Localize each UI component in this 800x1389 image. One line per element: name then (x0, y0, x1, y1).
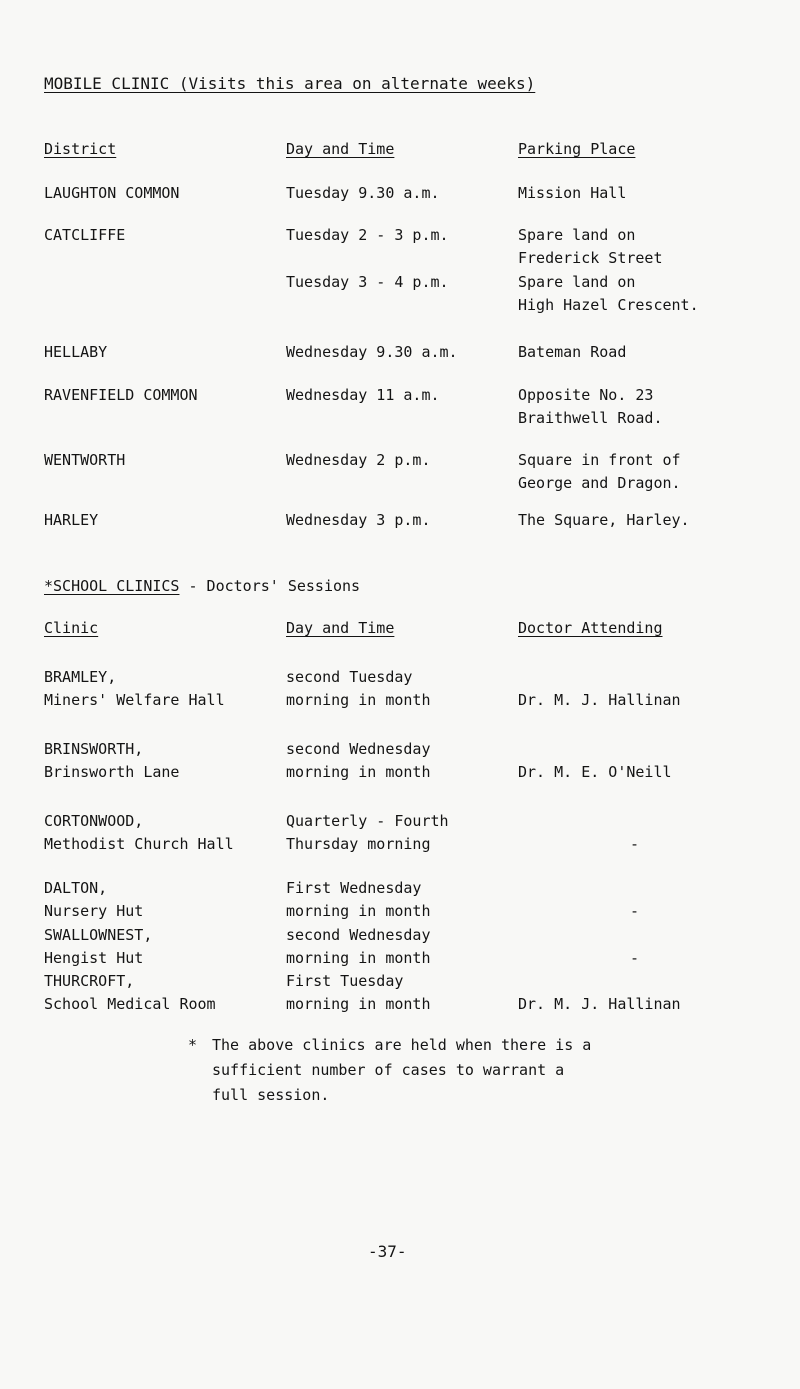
clinic-name: SWALLOWNEST, Hengist Hut (44, 926, 153, 967)
doctor-attending: - (630, 902, 640, 920)
parking-place: Spare land on Frederick Street (518, 226, 663, 267)
district-name: CATCLIFFE (44, 226, 126, 244)
doctor-attending: - (630, 835, 640, 853)
session-time: Quarterly - Fourth Thursday morning (286, 812, 449, 853)
column-header-parking-place: Parking Place (518, 140, 636, 158)
school-clinics-heading: *SCHOOL CLINICS - Doctors' Sessions (44, 577, 361, 595)
footnote-asterisk: * (188, 1036, 198, 1054)
clinic-name: DALTON, Nursery Hut (44, 879, 144, 920)
parking-place: Spare land on High Hazel Crescent. (518, 273, 699, 314)
clinic-name: BRINSWORTH, Brinsworth Lane (44, 740, 180, 781)
district-name: LAUGHTON COMMON (44, 184, 180, 202)
district-name: RAVENFIELD COMMON (44, 386, 198, 404)
doctor-attending: Dr. M. J. Hallinan (518, 691, 681, 709)
visit-time: Wednesday 9.30 a.m. (286, 343, 458, 361)
visit-time: Tuesday 3 - 4 p.m. (286, 273, 449, 291)
visit-time: Wednesday 11 a.m. (286, 386, 440, 404)
visit-time: Wednesday 2 p.m. (286, 451, 431, 469)
clinic-name: CORTONWOOD, Methodist Church Hall (44, 812, 234, 853)
doctor-attending: Dr. M. E. O'Neill (518, 763, 672, 781)
session-time: First Wednesday morning in month (286, 879, 431, 920)
session-time: second Wednesday morning in month (286, 740, 431, 781)
parking-place: Square in front of George and Dragon. (518, 451, 681, 492)
column-header-district: District (44, 140, 117, 158)
parking-place: The Square, Harley. (518, 511, 690, 529)
column-header-clinic: Clinic (44, 619, 99, 637)
doctor-attending: Dr. M. J. Hallinan (518, 995, 681, 1013)
district-name: HARLEY (44, 511, 99, 529)
parking-place: Mission Hall (518, 184, 627, 202)
clinic-name: BRAMLEY, Miners' Welfare Hall (44, 668, 225, 709)
session-time: second Tuesday morning in month (286, 668, 431, 709)
parking-place: Bateman Road (518, 343, 627, 361)
mobile-clinic-heading: MOBILE CLINIC (Visits this area on alternate weeks) (44, 74, 536, 93)
column-header-day-time: Day and Time (286, 140, 395, 158)
column-header-doctor: Doctor Attending (518, 619, 663, 637)
parking-place: Opposite No. 23 Braithwell Road. (518, 386, 663, 427)
column-header-day-time: Day and Time (286, 619, 395, 637)
footnote: * The above clinics are held when there is a sufficient number of cases to warrant a full session. (188, 1033, 591, 1108)
visit-time: Wednesday 3 p.m. (286, 511, 431, 529)
district-name: HELLABY (44, 343, 108, 361)
visit-time: Tuesday 9.30 a.m. (286, 184, 440, 202)
session-time: First Tuesday morning in month (286, 972, 431, 1013)
district-name: WENTWORTH (44, 451, 126, 469)
page-number: -37- (368, 1242, 407, 1261)
doctor-attending: - (630, 949, 640, 967)
clinic-name: THURCROFT, School Medical Room (44, 972, 216, 1013)
visit-time: Tuesday 2 - 3 p.m. (286, 226, 449, 244)
session-time: second Wednesday morning in month (286, 926, 431, 967)
